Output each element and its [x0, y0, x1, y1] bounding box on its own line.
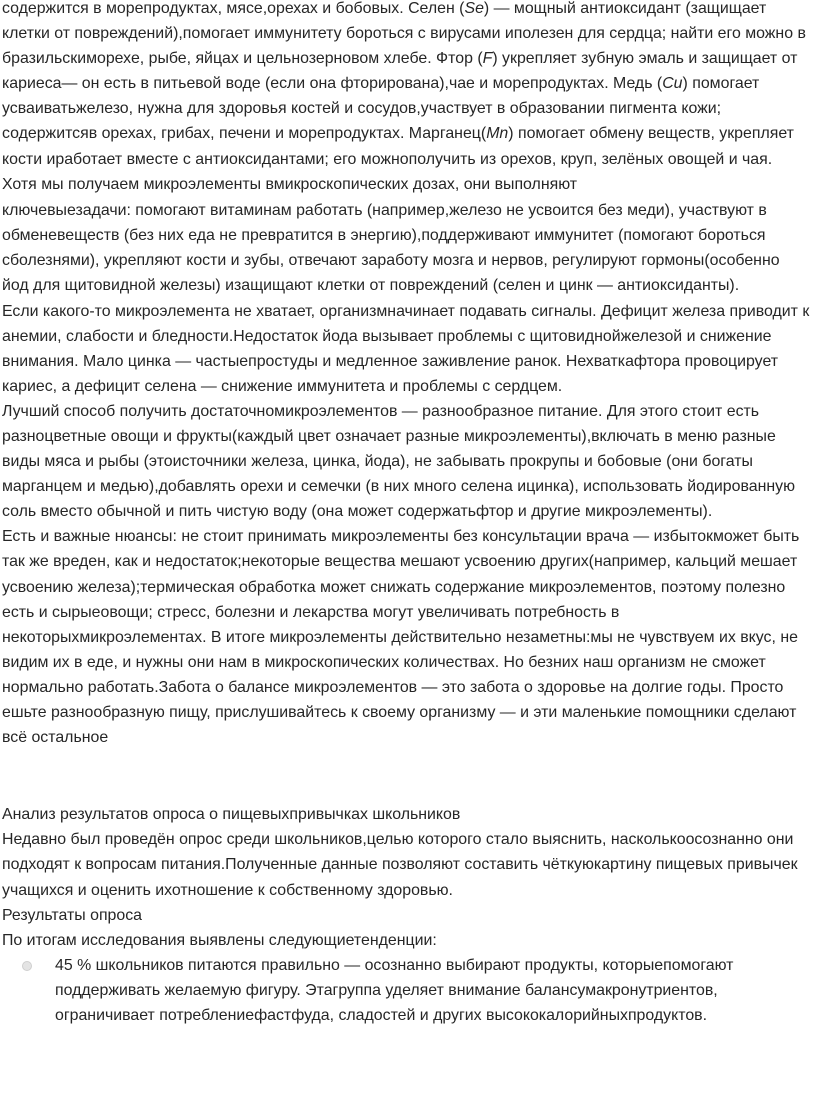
survey-intro: Недавно был проведён опрос среди школьников,целью которого стало выяснить, насколькоосознанно они подходят к вопросам питания.Полученные данные позволяют составить чёткуюкартину пищевых привычек учащихся и оценить ихотношение к собственному здоровью. — [2, 831, 798, 899]
bullet-icon — [22, 961, 32, 971]
chem-symbol: Cu — [662, 75, 683, 93]
list-item — [0, 953, 810, 1029]
paragraph-functions-lead: Хотя мы получаем микроэлементы вмикроскопических дозах, они выполняют — [2, 175, 578, 193]
text-segment: ) помогает обмену веществ, укрепляет кости иработает вместе с антиоксидантами; его можнополучить из орехов, круп, зелёных овощей и чая. — [2, 125, 794, 168]
chem-symbol: Mn — [486, 125, 509, 143]
list-item-text: 45 % школьников питаются правильно — осознанно выбирают продукты, которыепомогают поддерживать желаемую фигуру. Этагруппа уделяет внимание балансумакронутриентов, ограничивает потреблениефастфуда, сладостей и других высококалорийныхпродуктов. — [55, 956, 734, 1025]
paragraph-deficiency: Если какого-то микроэлемента не хватает, организмначинает подавать сигналы. Дефицит железа приводит к анемии, слабости и бледности.Недостаток йода вызывает проблемы с щитовиднойжелезой и снижение внимания. Мало цинка — частыепростуды и медленное заживление ранок. Нехваткафтора провоцирует кариес, а дефицит селена — снижение иммунитета и проблемы с сердцем. — [2, 302, 810, 395]
survey-results-heading: Результаты опроса — [2, 906, 143, 924]
spacer — [0, 750, 810, 802]
survey-results-intro: По итогам исследования выявлены следующиетенденции: — [2, 931, 437, 949]
paragraph-functions: ключевыезадачи: помогают витаминам работать (например,железо не усвоится без меди), участвуют в обменевеществ (без них еда не превратится в энергию),поддерживают иммунитет (помогают бороться сболезнями), укрепляют кости и зубы, отвечают заработу мозга и нервов, регулируют гормоны(особенно йод для щитовидной железы) изащищают клетки от повреждений (селен и цинк — антиоксиданты). — [2, 202, 780, 295]
paragraph-nuances: Есть и важные нюансы: не стоит принимать микроэлементы без консультации врача — избытокможет быть так же вреден, как и недостаток;некоторые вещества мешают усвоению других(например, кальций мешает усвоению железа);термическая обработка может снижать содержание микроэлементов, поэтому полезно есть и сырыеовощи; стресс, болезни и лекарства могут увеличивать потребность в некоторыхмикроэлементах. В итоге микроэлементы действительно незаметны:мы не чувствуем их вкус, не видим их в еде, и нужны они нам в микроскопических количествах. Но безних наш организм не сможет нормально работать.Забота о балансе микроэлементов — это забота о здоровье на долгие годы. Просто ешьте разнообразную пищу, прислушивайтесь к своему организму — и эти маленькие помощники сделают всё остальное — [2, 528, 800, 747]
text-segment: ) — мощный антиоксидант (защищает клетки от повреждений),помогает иммунитету бороться с вирусами иполезен для сердца; найти его можно в бразильскиморехе, рыбе, яйцах и цельнозерновом хлебе. Фтор ( — [2, 0, 806, 68]
survey-heading: Анализ результатов опроса о пищевыхпривычках школьников — [2, 806, 461, 824]
paragraph-best-way: Лучший способ получить достаточномикроэлементов — разнообразное питание. Для этого стоит есть разноцветные овощи и фрукты(каждый цвет означает разные микроэлементы),включать в меню разные виды мяса и рыбы (этоисточники железа, цинка, йода), не забывать прокрупы и бобовые (они богаты марганцем и медью),добавлять орехи и семечки (в них много селена ицинка), использовать йодированную соль вместо обычной и пить чистую воду (она может содержатьфтор и другие микроэлементы). — [2, 402, 796, 521]
paragraph-microelements-sources — [0, 0, 810, 172]
survey-results-list — [0, 953, 810, 1029]
chem-symbol: Se — [464, 0, 484, 17]
text-segment: ) укрепляет зубную эмаль и защищает от кариеса— он есть в питьевой воде (если она фторирована),чае и морепродуктах. Медь ( — [2, 50, 798, 93]
text-segment: ) помогает усваиватьжелезо, нужна для здоровья костей и сосудов,участвует в образовании пигмента кожи; содержитсяв орехах, грибах, печени и морепродуктах. Марганец( — [2, 75, 760, 143]
text-segment: содержится в морепродуктах, мясе,орехах и бобовых. Селен ( — [2, 0, 465, 17]
chem-symbol: F — [482, 50, 493, 68]
